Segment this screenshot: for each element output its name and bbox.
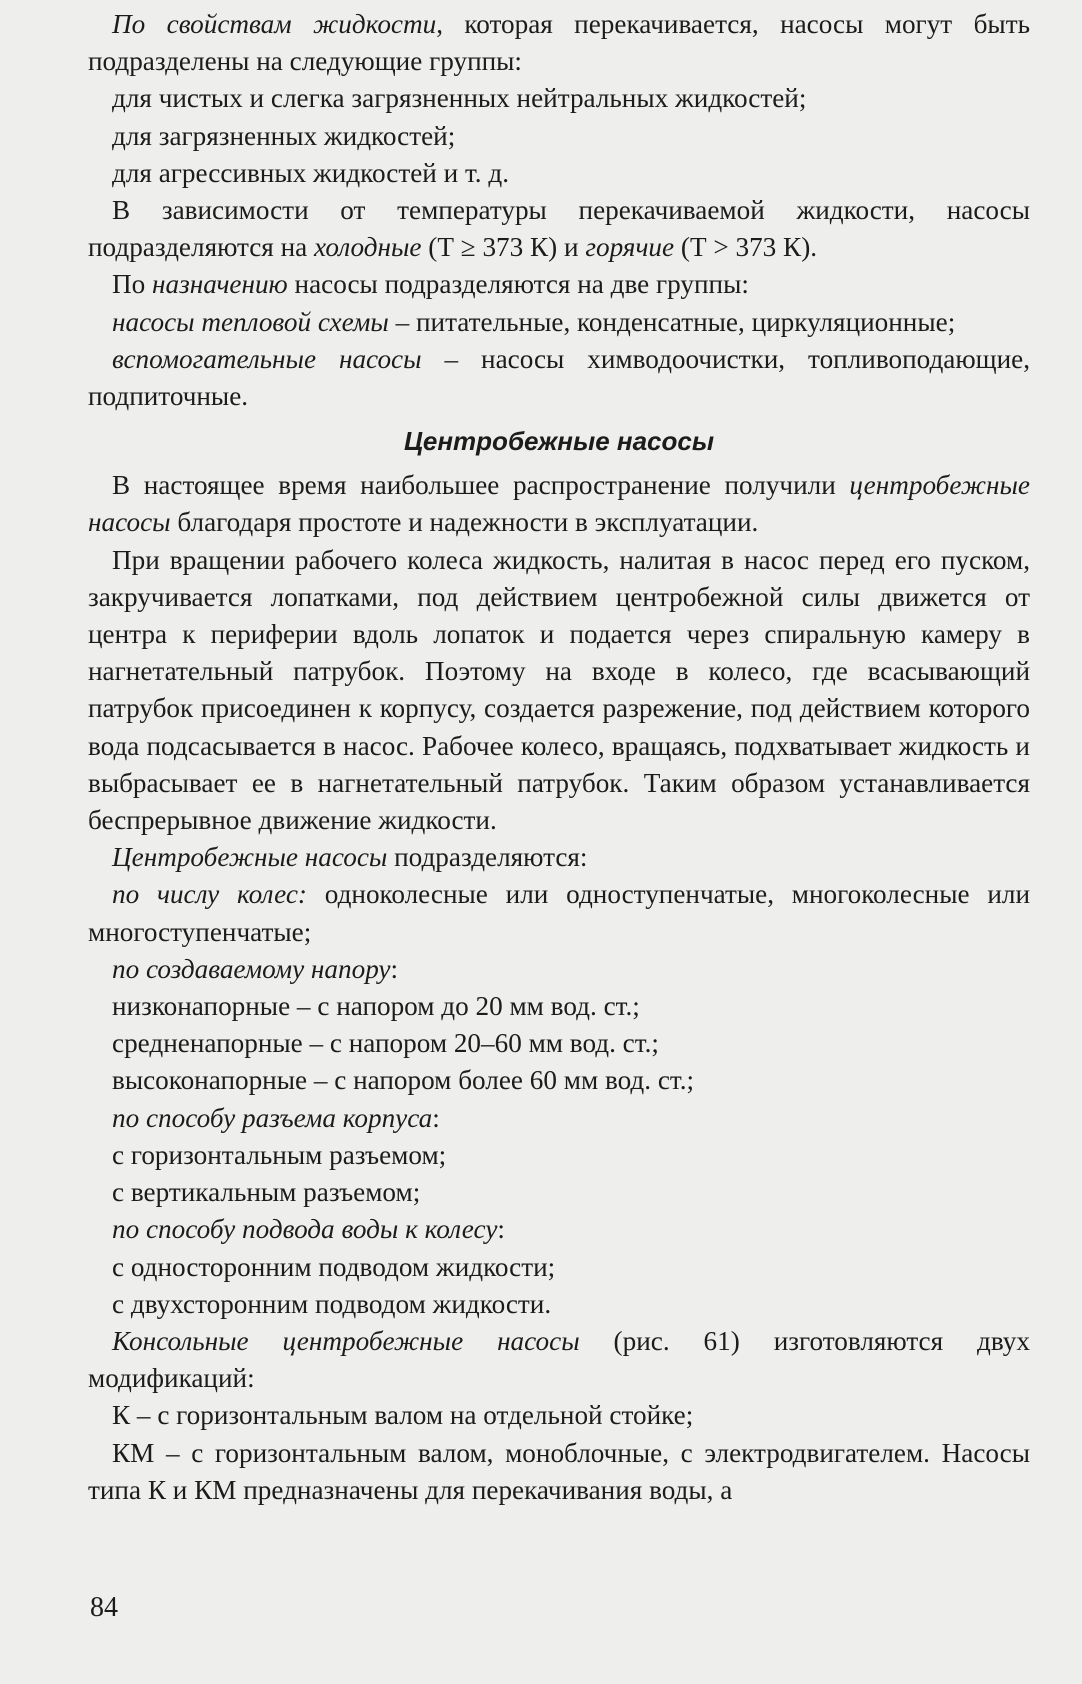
purpose-group-2 bbox=[88, 341, 1030, 415]
list-item: с вертикальным разъемом; bbox=[112, 1177, 421, 1208]
page-number: 84 bbox=[90, 1592, 118, 1623]
text-run: В зависимости от температуры перекачиваемой жидкости, насосы подразделяются на bbox=[88, 195, 1030, 263]
list-item: с двухсторонним подводом жидкости. bbox=[112, 1288, 552, 1319]
section-title: Центробежные насосы bbox=[403, 426, 715, 457]
list-item: низконапорные – с напором до 20 мм вод. ст.; bbox=[112, 991, 640, 1022]
italic-run: насосы тепловой схемы bbox=[112, 306, 389, 337]
intro-lead-italic: По свойствам жидкости bbox=[112, 9, 437, 39]
italic-run: по способу подвода воды к колесу bbox=[112, 1214, 498, 1245]
text-run: (Т > 373 К). bbox=[674, 232, 818, 263]
text-run: одноколесные или одноступенчатые, многоколесные или многоступенчатые; bbox=[88, 879, 1031, 947]
text-run: : bbox=[432, 1102, 440, 1133]
italic-run: Центробежные насосы bbox=[112, 842, 388, 873]
list-item: с односторонним подводом жидкости; bbox=[112, 1251, 556, 1282]
text-run: насосы подразделяются на две группы: bbox=[287, 269, 749, 300]
list-item: для агрессивных жидкостей и т. д. bbox=[112, 157, 510, 188]
text-run: – питательные, конденсатные, циркуляционные; bbox=[388, 306, 956, 337]
italic-run: по создаваемому напору bbox=[112, 953, 391, 984]
body-text bbox=[88, 6, 1030, 1509]
list-item: с горизонтальным разъемом; bbox=[112, 1139, 447, 1170]
text-run: – насосы химводоочистки, топливоподающие, подпиточные. bbox=[88, 343, 1030, 412]
text-run: (Т ≥ 373 К) и bbox=[421, 232, 586, 263]
classification-split-label bbox=[88, 1100, 1030, 1137]
text-run: : bbox=[390, 953, 399, 984]
paragraph-1 bbox=[88, 467, 1030, 541]
italic-run: назначению bbox=[152, 269, 288, 300]
purpose-paragraph bbox=[88, 266, 1030, 303]
list-item: средненапорные – с напором 20–60 мм вод. ст.; bbox=[112, 1028, 659, 1059]
list-item: для чистых и слегка загрязненных нейтральных жидкостей; bbox=[112, 83, 807, 114]
text-run: (рис. 61) изготовляются двух модификаций: bbox=[88, 1325, 1030, 1394]
italic-run: по числу колес: bbox=[112, 879, 307, 910]
purpose-group-1 bbox=[88, 304, 1030, 341]
list-item: высоконапорные – с напором более 60 мм вод. ст.; bbox=[112, 1065, 695, 1096]
italic-run: холодные bbox=[314, 232, 422, 263]
list-item: К – с горизонтальным валом на отдельной стойке; bbox=[112, 1400, 694, 1431]
classification-lead bbox=[88, 839, 1030, 876]
text-run: : bbox=[497, 1214, 505, 1245]
italic-run: вспомогательные насосы bbox=[112, 343, 422, 374]
text-run: В настоящее время наибольшее распространение получили bbox=[112, 470, 850, 501]
text-run: благодаря простоте и надежности в эксплуатации. bbox=[170, 507, 759, 538]
italic-run: центробежные насосы bbox=[88, 470, 1030, 538]
italic-run: горячие bbox=[585, 232, 675, 263]
classification-wheels bbox=[88, 876, 1030, 950]
paragraph-2: При вращении рабочего колеса жидкость, налитая в насос перед его пуском, закручивается лопатками, под действием центробежной силы движется от центра к периферии вдоль лопаток и подается через спиральную камеру в нагнетательный патрубок. Поэтому на входе в колесо, где всасывающий патрубок присоединен к корпусу, создается разрежение, под действием которого вода подсасывается в насос. Рабочее колесо, вращаясь, подхватывает жидкость и выбрасывает ее в нагнетательный патрубок. Таким образом устанавливается беспрерывное движение жидкости. bbox=[88, 544, 1030, 836]
classification-feed-label bbox=[88, 1211, 1030, 1248]
text-run: По bbox=[112, 269, 153, 300]
list-item: для загрязненных жидкостей; bbox=[112, 120, 456, 151]
italic-run: Консольные центробежные насосы bbox=[112, 1325, 580, 1356]
console-paragraph bbox=[88, 1323, 1030, 1397]
intro-paragraph bbox=[88, 6, 1030, 80]
intro-lead-rest: , которая перекачивается, насосы могут быть подразделены на следующие группы: bbox=[88, 9, 1030, 77]
text-run: подразделяются: bbox=[387, 842, 588, 873]
italic-run: по способу разъема корпуса bbox=[112, 1102, 433, 1133]
temperature-paragraph bbox=[88, 192, 1030, 266]
console-km: КМ – с горизонтальным валом, моноблочные, с электродвигателем. Насосы типа К и КМ предназначены для перекачивания воды, а bbox=[88, 1437, 1030, 1505]
classification-head-label bbox=[88, 951, 1030, 988]
